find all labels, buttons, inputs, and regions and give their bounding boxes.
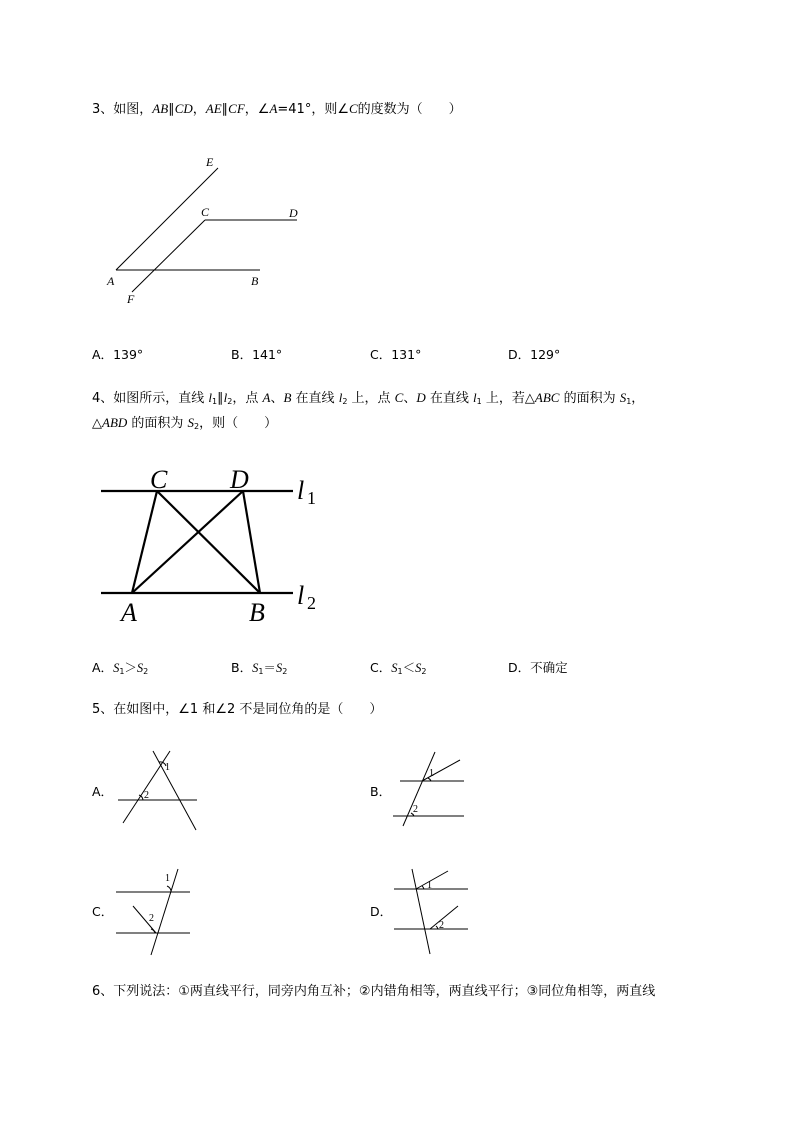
angle-1-label: 1 [165,873,170,884]
label-c: C [201,205,210,219]
q3-option-b[interactable]: B．141° [231,347,283,362]
q4-option-a[interactable]: A．$S_1>S_2$ [92,660,149,676]
label-d: D [289,206,298,220]
q4-option-d[interactable]: D．不确定 [508,660,568,675]
label-l1: l [297,476,305,505]
q5-option-a-letter[interactable]: A． [92,784,114,799]
question-4-stem-line1: 4、如图所示，直线 $l_1\parallel l_2$，点 A、B 在直线 $l_2$ 上，点 C、D 在直线 $l_1$ 上，若△ABC 的面积为 $S_1$， [92,390,645,406]
angle-2-label: 2 [149,913,154,924]
label-d: D [230,465,249,494]
q5-option-c-letter[interactable]: C． [92,904,114,919]
question-3-stem: 3、如图，AB∥CD，AE∥CF，∠A=41°，则∠C的度数为（ ） [92,101,462,117]
question-5-stem: 5、在如图中，∠1 和∠2 不是同位角的是（ ） [92,702,383,717]
label-b: B [249,598,265,627]
q5-option-d-letter[interactable]: D． [370,904,393,919]
label-e: E [206,155,214,169]
segment-cb [157,491,260,593]
angle-2-label: 2 [439,920,444,931]
angle-1-label: 1 [165,762,170,773]
label-l1-subscript: 1 [307,488,316,508]
q5-option-b-letter[interactable]: B． [370,784,392,799]
q3-option-d[interactable]: D．129° [508,347,561,362]
segment-db [243,491,260,593]
label-l2: l [297,581,305,610]
q4-option-b[interactable]: B．$S_1=S_2$ [231,660,288,676]
label-a: A [121,598,137,627]
angle-1-label: 1 [429,768,434,779]
q3-option-c[interactable]: C．131° [370,347,422,362]
label-f: F [127,292,135,306]
label-c: C [150,465,168,494]
line-ae [116,168,218,270]
q3-option-a[interactable]: A．139° [92,347,144,362]
question-6-stem: 6、下列说法：①两直线平行，同旁内角互补；②内错角相等，两直线平行；③同位角相等，两直线 [92,984,656,999]
label-a: A [107,274,115,288]
segment-ca [132,491,157,593]
segment-da [132,491,243,593]
line-cf [132,220,205,292]
label-b: B [251,274,259,288]
q4-option-c[interactable]: C．$S_1<S_2$ [370,660,427,676]
angle-1-label: 1 [427,880,432,891]
question-4-stem-line2: △ABD 的面积为 $S_2$，则（ ） [92,415,278,431]
label-l2-subscript: 2 [307,593,316,613]
angle-2-label: 2 [413,804,418,815]
angle-2-label: 2 [144,790,149,801]
